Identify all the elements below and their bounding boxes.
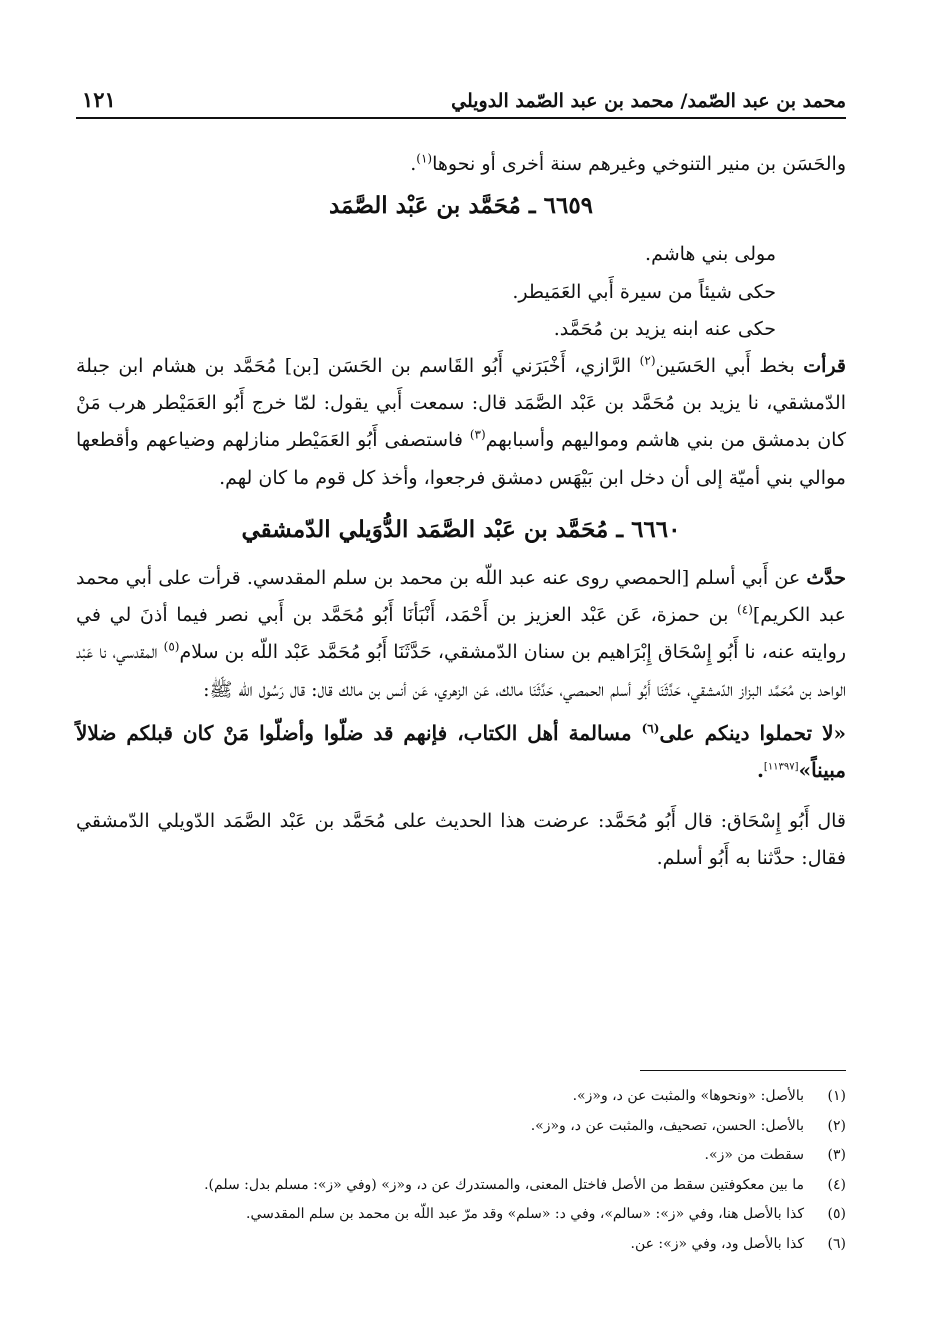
lead-word-haddath: حدَّث (806, 567, 846, 590)
footnote-ref-2: (٢) (639, 353, 656, 368)
hadith-number: [١١٣٩٧] (763, 761, 799, 773)
entry-6660-heading: ٦٦٦٠ ـ مُحَمَّد بن عَبْد الصَّمَد الدُّوَيلي الدّمشقي (241, 515, 681, 543)
footnote-5: (٥)كذا بالأصل هنا، وفي «ز»: «سالم»، وفي د: «سلم» وقد مرّ عبد اللّه بن محمد بن سلم المقدسي. (246, 1206, 846, 1222)
closing-paragraph: قال أَبُو إِسْحَاق: قال أَبُو مُحَمَّد: عرضت هذا الحديث على مُحَمَّد بن عَبْد الصَّمَد الدّويلي الدّمشقي فقال: حدَّثنا به أَبُو أسلم. (76, 810, 846, 870)
footnotes (90, 1082, 846, 1259)
footnote-ref-1: (١) (416, 151, 433, 166)
entry-6659-line-3: حكى عنه ابنه يزيد بن مُحَمَّد. (553, 317, 776, 340)
entry-6659-paragraph: قرأت بخط أَبي الحَسَين$^{(٢)}$ الرَّازي، أَخْبَرَني أَبُو القَاسم بن الحَسَن [بن] مُحَمَّد بن هشام ابن جبلة الدّمشقي، نا يزيد بن مُحَمَّد بن عَبْد الصَّمَد قال: سمعت أَبي يقول: لمّا خرج أَبُو العَمَيْطر هرب مَنْ كان بدمشق من بني هاشم ومواليهم وأسبابهم$^{(٣)}$ فاستصفى أَبُو العَمَيْطر منازلهم وضياعهم وأقطعها موالي بني أميّة إلى أن دخل ابن بَيْهَس دمشق فرجعوا، وأخذ كل قوم ما كان لهم. (76, 353, 846, 489)
intro-line: والحَسَن بن منير التنوخي وغيرهم سنة أخرى أو نحوها$^{(١)}$. (410, 151, 846, 175)
hadith-text: «لا تحملوا دينكم على$^{(٦)}$ مسالمة أهل الكتاب، فإنهم قد ضلّوا وأضلّوا مَنْ كان قبلكم ضلالاً مبيناً»[١١٣٩٧]. (76, 720, 846, 783)
footnote-4: (٤)ما بين معكوفتين سقط من الأصل فاختل المعنى، والمستدرك عن د، و«ز» (وفي «ز»: مسلم بدل: سلم). (204, 1176, 846, 1193)
footnote-1: (١)بالأصل: «ونحوها» والمثبت عن د، و«ز». (572, 1088, 846, 1104)
footnote-rule (640, 1070, 846, 1071)
running-header (82, 78, 846, 112)
main-text (76, 146, 846, 878)
entry-6660-paragraph: حدَّث عن أَبي أسلم [الحمصي روى عنه عبد اللّه بن محمد بن سلم المقدسي. قرأت على أبي محمد عبد الكريم]$^{(٤)}$ بن حمزة، عَن عَبْد العزيز بن أَحْمَد، أَنْبَأنَا أَبُو مُحَمَّد بن أَبي نصر فيما أذنَ لي في روايته عنه، نا أَبُو إِسْحَاق إِبْرَاهيم بن سنان الدّمشقي، حَدَّثَنَا أَبُو مُحَمَّد عَبْد اللّه بن سلام$^{(٥)}$ المقدسي، نا عَبْد الواحد بن مُحَمَّد البزاز الدّمشقي، حَدَّثَنَا أَبُو أسلم الحمصي، حَدَّثَنَا مالك، عَن الزهري، عَن أنس بن مالك قال: قال رَسُول اللّه ﷺ: (76, 567, 846, 701)
footnote-6: (٦)كذا بالأصل ود، وفي «ز»: عن. (630, 1235, 846, 1252)
footnote-ref-6: (٦) (641, 721, 660, 736)
entry-6659-line-2: حكى شيئاً من سيرة أَبي العَمَيطر. (512, 280, 776, 303)
entry-6659-heading: ٦٦٥٩ ـ مُحَمَّد بن عَبْد الصَّمَد (328, 192, 594, 220)
entry-6659-line-1: مولى بني هاشم. (645, 243, 776, 266)
footnote-ref-3: (٣) (469, 428, 486, 443)
running-title: محمد بن عبد الصّمد/ محمد بن عبد الصّمد الدويلي (451, 90, 846, 112)
footnote-2: (٢)بالأصل: الحسن، تصحيف، والمثبت عن د، و«ز». (530, 1117, 846, 1134)
header-rule (76, 117, 846, 119)
footnote-ref-5: (٥) (163, 640, 180, 655)
page-number: ١٢١ (82, 87, 116, 112)
footnote-ref-4: (٤) (737, 602, 753, 617)
lead-word-qarat: قرأت (803, 355, 846, 378)
footnote-3: (٣)سقطت من «ز». (704, 1147, 846, 1163)
